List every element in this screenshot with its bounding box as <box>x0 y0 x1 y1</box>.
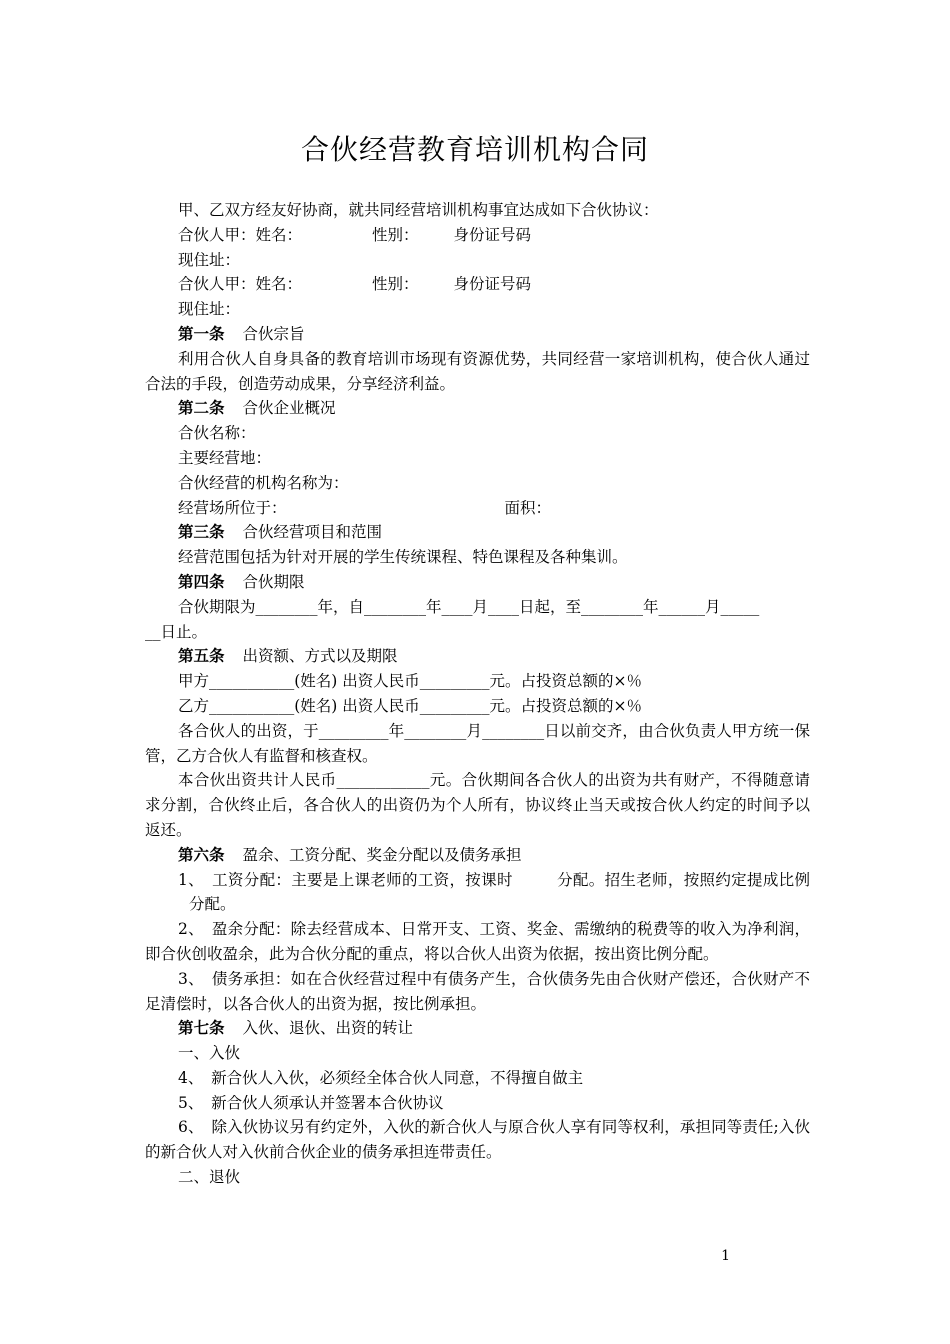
site-line <box>145 496 810 521</box>
article-3-heading <box>145 520 810 545</box>
article-number: 第二条 <box>178 398 225 418</box>
join-item-5: 5、 新合伙人须承认并签署本合伙协议 <box>178 1093 444 1112</box>
partner-b-name-label: 合伙人甲：姓名： <box>178 275 303 294</box>
section-withdraw: 二、退伙 <box>178 1168 241 1187</box>
article-6-heading <box>145 843 810 868</box>
join-item-6: 6、 除入伙协议另有约定外，入伙的新合伙人与原合伙人享有同等权利，承担同等责任;入伙的新合伙人对入伙前合伙企业的债务承担连带责任。 <box>145 1118 810 1162</box>
total-contribution: 本合伙出资共计人民币____________元。合伙期间各合伙人的出资为共有财产，不得随意请求分割，合伙终止后，各合伙人的出资仍为个人所有，协议终止当天或按合伙人约定的时间予以返还。 <box>145 771 810 839</box>
salary-text-a: 1、 工资分配：主要是上课老师的工资，按课时 <box>178 870 513 889</box>
partner-b-address: 现住址： <box>178 300 241 319</box>
term-line-2: __日止。 <box>145 622 208 641</box>
article-number: 第一条 <box>178 323 225 343</box>
party-b-contribution: 乙方___________(姓名) 出资人民币_________元。占投资总额的×％ <box>178 696 643 715</box>
article-1-text: 利用合伙人自身具备的教育培训市场现有资源优势，共同经营一家培训机构，使合伙人通过合法的手段，创造劳动成果，分享经济利益。 <box>145 349 810 393</box>
article-title: 合伙经营项目和范围 <box>242 523 383 542</box>
article-1-heading <box>145 322 810 347</box>
partner-b-id-label: 身份证号码 <box>453 275 532 294</box>
contribution-deadline: 各合伙人的出资，于_________年________月________日以前交齐，由合伙负责人甲方统一保管，乙方合伙人有监督和核查权。 <box>145 721 810 765</box>
article-title: 合伙期限 <box>242 572 305 591</box>
area-field: 面积： <box>504 498 552 517</box>
article-title: 盈余、工资分配、奖金分配以及债务承担 <box>242 845 522 864</box>
article-2-heading <box>145 396 810 421</box>
article-number: 第三条 <box>178 522 225 542</box>
document-title: 合伙经营教育培训机构合同 <box>300 133 649 166</box>
site-field: 经营场所位于： <box>178 498 287 517</box>
salary-distribution <box>145 868 810 918</box>
partner-b-gender-label: 性别： <box>372 275 419 294</box>
partner-a-gender-label: 性别： <box>372 225 419 244</box>
salary-text-b: 分配。招生老师，按照约定提成比例 <box>556 870 810 889</box>
surplus-distribution: 2、 盈余分配：除去经营成本、日常开支、工资、奖金、需缴纳的税费等的收入为净利润，即合伙创收盈余，此为合伙分配的重点，将以合伙人出资为依据，按出资比例分配。 <box>145 920 810 963</box>
partner-a-line <box>145 223 810 248</box>
article-title: 出资额、方式以及期限 <box>242 647 398 666</box>
article-number: 第七条 <box>178 1018 225 1038</box>
org-name-field: 合伙经营的机构名称为： <box>178 473 349 492</box>
term-line-1: 合伙期限为________年，自________年____月____日起，至________年______月_____ <box>178 597 760 616</box>
section-join: 一、入伙 <box>178 1044 241 1063</box>
document-body <box>145 198 810 1190</box>
article-number: 第五条 <box>178 646 225 666</box>
article-title: 合伙宗旨 <box>242 324 305 343</box>
article-title: 入伙、退伙、出资的转让 <box>242 1019 414 1038</box>
article-7-heading <box>145 1016 810 1041</box>
intro-paragraph: 甲、乙双方经友好协商，就共同经营培训机构事宜达成如下合伙协议： <box>178 201 659 219</box>
salary-text-c: 分配。 <box>189 895 236 914</box>
partnership-name-field: 合伙名称： <box>178 424 256 443</box>
article-number: 第四条 <box>178 571 225 591</box>
article-number: 第六条 <box>178 844 225 864</box>
article-4-heading <box>145 570 810 595</box>
debt-bearing: 3、 债务承担：如在合伙经营过程中有债务产生，合伙债务先由合伙财产偿还，合伙财产不足清偿时，以各合伙人的出资为据，按比例承担。 <box>145 969 810 1013</box>
article-5-heading <box>145 644 810 669</box>
partner-a-address: 现住址： <box>178 250 241 269</box>
article-title: 合伙企业概况 <box>242 399 336 418</box>
join-item-4: 4、 新合伙人入伙，必须经全体合伙人同意，不得擅自做主 <box>178 1068 584 1087</box>
partner-a-id-label: 身份证号码 <box>453 225 532 244</box>
partner-b-line <box>145 272 810 297</box>
article-3-text: 经营范围包括为针对开展的学生传统课程、特色课程及各种集训。 <box>178 548 628 567</box>
partner-a-name-label: 合伙人甲：姓名： <box>178 225 303 244</box>
party-a-contribution: 甲方___________(姓名) 出资人民币_________元。占投资总额的×％ <box>178 672 643 691</box>
page-number: 1 <box>721 1248 730 1264</box>
main-place-field: 主要经营地： <box>178 448 272 467</box>
